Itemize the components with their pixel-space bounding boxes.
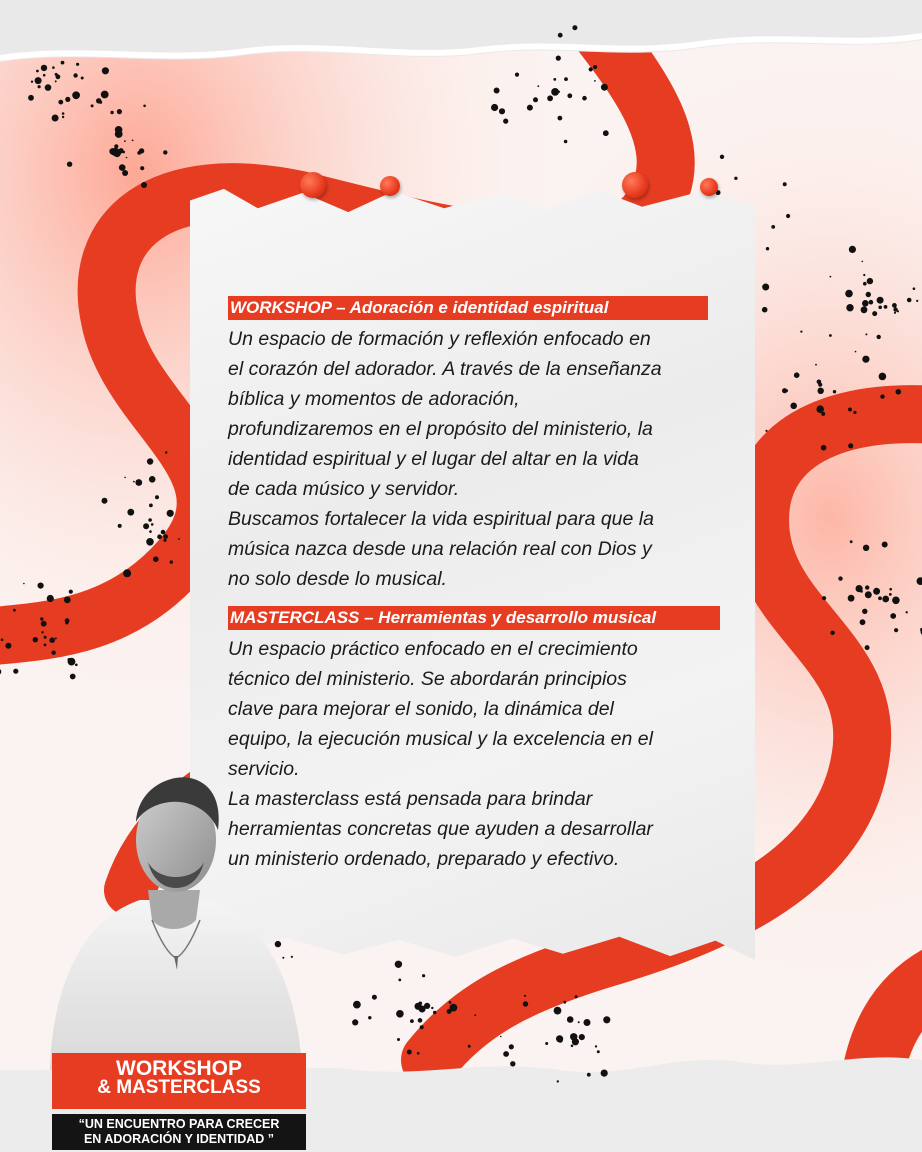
workshop-description [228,324,738,594]
event-badge [52,1053,306,1109]
masterclass-text-line: equipo, la ejecución musical y la excelencia en el [228,728,653,750]
masterclass-heading: MASTERCLASS – Herramientas y desarrollo musical [228,606,720,630]
masterclass-text-line: La masterclass está pensada para brindar [228,788,593,810]
red-pin-icon [380,176,400,196]
workshop-text-line: profundizaremos en el propósito del ministerio, la [228,418,653,440]
workshop-text-line: Buscamos fortalecer la vida espiritual para que la [228,508,654,530]
workshop-heading: WORKSHOP – Adoración e identidad espiritual [228,296,708,320]
masterclass-text-line: clave para mejorar el sonido, la dinámica del [228,698,614,720]
workshop-text-line: el corazón del adorador. A través de la enseñanza [228,358,662,380]
workshop-text-line: no solo desde lo musical. [228,568,447,590]
workshop-section [228,296,738,594]
masterclass-text-line: Un espacio práctico enfocado en el crecimiento [228,638,638,660]
red-pin-icon [700,178,718,196]
badge-line-1: WORKSHOP [116,1057,242,1080]
red-pin-icon [300,172,326,198]
event-tagline [52,1114,306,1150]
speaker-photo [40,770,310,1070]
workshop-text-line: música nazca desde una relación real con Dios y [228,538,652,560]
tagline-line-2: EN ADORACIÓN Y IDENTIDAD ” [83,1132,275,1146]
masterclass-text-line: herramientas concretas que ayuden a desarrollar [228,818,653,840]
workshop-text-line: Un espacio de formación y reflexión enfocado en [228,328,651,350]
workshop-text-line: bíblica y momentos de adoración, [228,388,520,410]
red-pin-icon [622,172,648,198]
badge-line-2: & MASTERCLASS [97,1077,261,1098]
masterclass-text-line: técnico del ministerio. Se abordarán principios [228,668,627,690]
workshop-text-line: de cada músico y servidor. [228,478,460,500]
masterclass-text-line: un ministerio ordenado, preparado y efectivo. [228,848,620,870]
tagline-line-1: “UN ENCUENTRO PARA CRECER [78,1117,280,1131]
masterclass-text-line: servicio. [228,758,300,780]
workshop-text-line: identidad espiritual y el lugar del altar en la vida [228,448,639,470]
